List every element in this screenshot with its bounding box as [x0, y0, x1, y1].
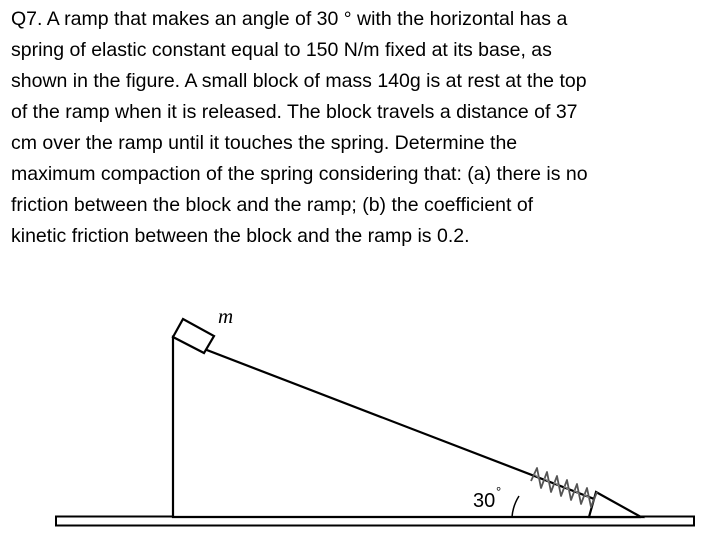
question-line-2: spring of elastic constant equal to 150 N/m fixed at its base, as — [11, 39, 552, 61]
question-line-8: kinetic friction between the block and the ramp is 0.2. — [11, 225, 470, 247]
degree-symbol: ° — [496, 484, 502, 499]
angle-label: 30 — [473, 490, 496, 512]
question-line-1: Q7. A ramp that makes an angle of 30 ° with the horizontal has a — [11, 8, 568, 30]
ramp — [173, 337, 641, 517]
question-line-3: shown in the figure. A small block of mass 140g is at rest at the top — [11, 70, 587, 92]
mass-label: m — [218, 304, 234, 328]
question-line-6: maximum compaction of the spring considering that: (a) there is no — [11, 163, 588, 185]
spring-stopper — [589, 492, 641, 517]
question-line-4: of the ramp when it is released. The block travels a distance of 37 — [11, 101, 578, 123]
question-line-5: cm over the ramp until it touches the spring. Determine the — [11, 132, 518, 154]
question-line-7: friction between the block and the ramp; (b) the coefficient of — [11, 194, 534, 216]
